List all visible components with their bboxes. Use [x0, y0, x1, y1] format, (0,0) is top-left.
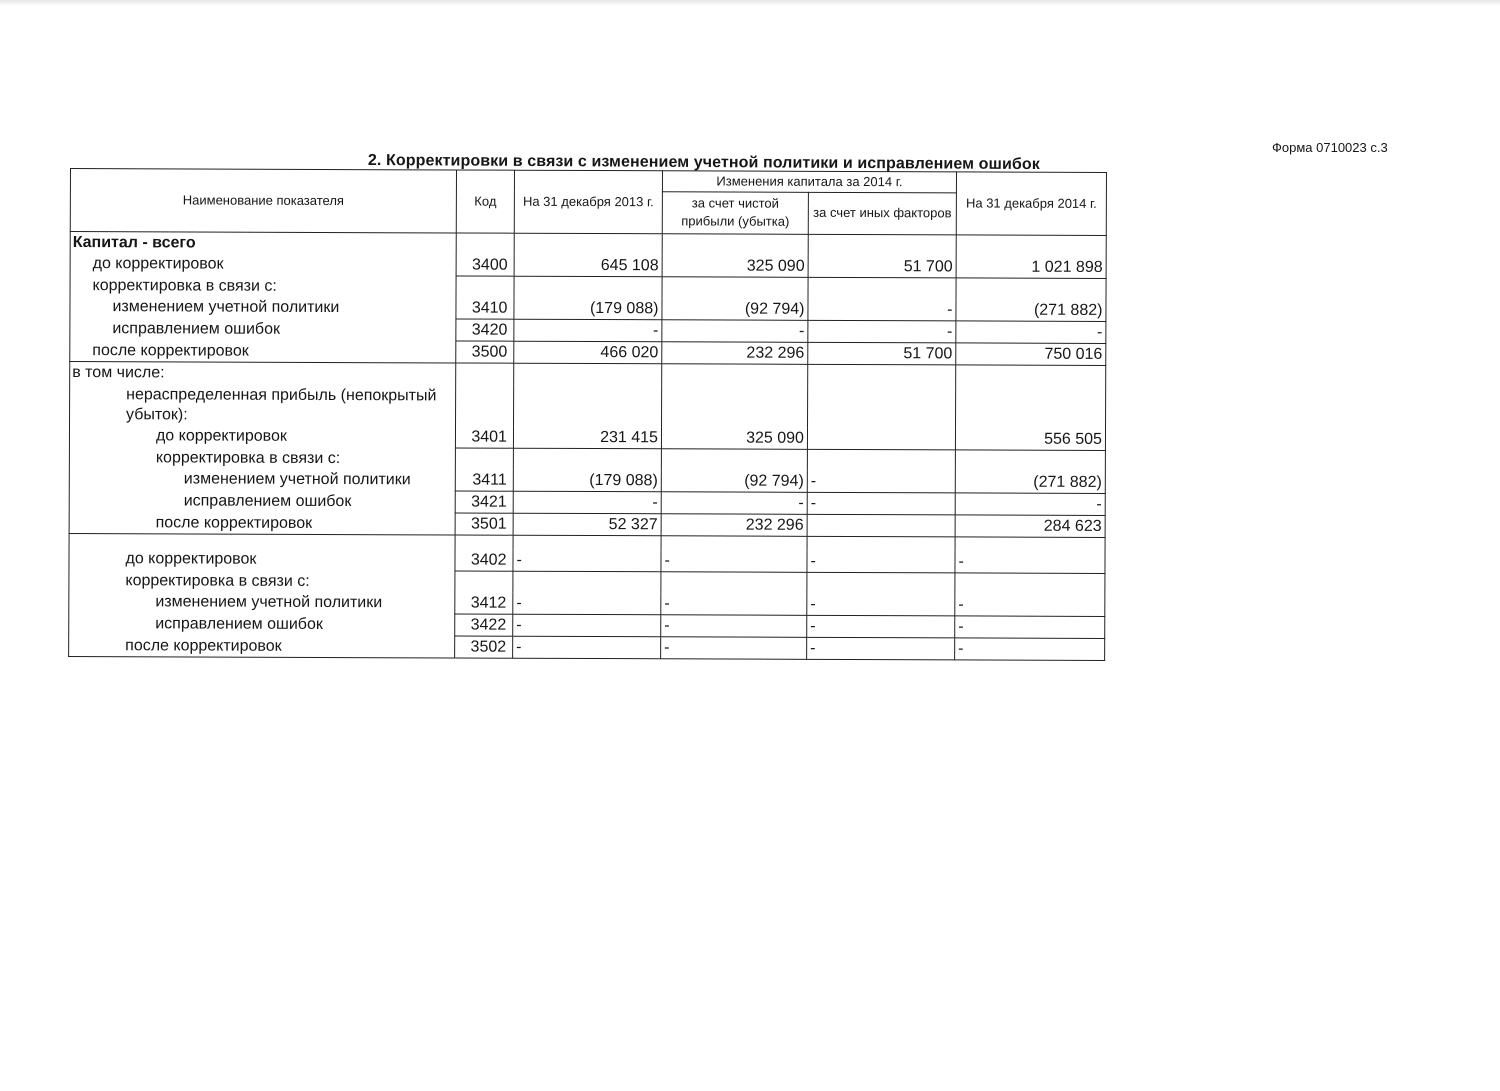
table-row — [69, 468, 1105, 493]
cell-start: 645 108 — [514, 254, 662, 276]
section-title: Капитал - всего — [70, 231, 456, 254]
cell-net: - — [661, 593, 807, 615]
cell-end: - — [955, 615, 1105, 638]
row-code: 3420 — [456, 319, 514, 341]
cell-other: - — [807, 470, 955, 492]
cell-net: - — [661, 491, 807, 514]
cell-end: - — [955, 551, 1105, 573]
cell-end: (271 882) — [955, 471, 1105, 493]
cell-other: 51 700 — [808, 342, 956, 365]
row-code: 3502 — [455, 636, 513, 658]
row-code: 3422 — [455, 614, 513, 636]
row-label: после корректировок — [70, 339, 456, 362]
cell-end: - — [955, 594, 1105, 616]
cell-start: - — [513, 491, 661, 514]
cell-end: - — [956, 320, 1106, 343]
row-label: исправлением ошибок — [69, 612, 455, 635]
cell-other: - — [807, 637, 955, 660]
cell-start: - — [513, 614, 661, 637]
cell-start: - — [514, 319, 662, 342]
table-row — [70, 274, 1106, 299]
cell-end: 556 505 — [955, 428, 1105, 450]
table-row — [70, 317, 1106, 343]
row-label: исправлением ошибок — [70, 317, 456, 340]
cell-start: 466 020 — [514, 341, 662, 364]
cell-end: - — [955, 492, 1105, 515]
row-code: 3501 — [455, 513, 513, 535]
table-row — [70, 296, 1106, 321]
header-end: На 31 декабря 2014 г. — [956, 172, 1106, 235]
header-start: На 31 декабря 2013 г. — [514, 170, 662, 233]
table-row — [69, 634, 1105, 660]
cell-other: - — [808, 298, 956, 320]
cell-other: - — [808, 320, 956, 343]
section-intro: в том числе: — [70, 361, 456, 384]
row-code: 3401 — [455, 426, 513, 448]
cell-start: - — [513, 636, 661, 659]
row-label: изменением учетной политики — [70, 296, 456, 319]
row-label: корректировка в связи с: — [70, 274, 456, 297]
cell-start: (179 088) — [514, 297, 662, 319]
cell-start: 52 327 — [513, 513, 661, 536]
cell-net: 325 090 — [662, 255, 808, 277]
row-label: изменением учетной политики — [69, 591, 455, 614]
table-row — [69, 591, 1105, 616]
cell-start: (179 088) — [513, 469, 661, 491]
cell-end: 284 623 — [955, 514, 1105, 537]
header-changes: Изменения капитала за 2014 г. — [662, 171, 956, 193]
header-name: Наименование показателя — [70, 169, 456, 233]
cell-start: - — [513, 592, 661, 614]
cell-net: (92 794) — [662, 298, 808, 320]
table-row — [69, 548, 1105, 573]
header-code: Код — [456, 170, 514, 233]
document-title: 2. Корректировки в связи с изменением учетной политики и исправлением ошибок — [367, 152, 1040, 174]
cell-other: - — [807, 550, 955, 572]
table-row — [69, 446, 1105, 471]
cell-end: - — [955, 637, 1105, 660]
cell-net: 232 296 — [662, 341, 808, 364]
table-row — [69, 569, 1105, 594]
row-code: 3421 — [455, 491, 513, 513]
row-label: до корректировок — [70, 253, 456, 276]
header-net-profit: за счет чистой прибыли (убытка) — [662, 192, 808, 234]
row-label: изменением учетной политики — [183, 470, 411, 489]
row-code: 3402 — [455, 549, 513, 571]
corrections-table-wrap — [68, 168, 1106, 661]
cell-other: 51 700 — [808, 255, 956, 277]
row-label: корректировка в связи с: — [69, 446, 455, 469]
row-code: 3500 — [456, 341, 514, 363]
cell-start: - — [513, 549, 661, 571]
row-label: корректировка в связи с: — [69, 569, 455, 592]
cell-net: - — [661, 614, 807, 637]
cell-other: - — [807, 593, 955, 615]
table-row — [70, 339, 1106, 365]
cell-net: - — [661, 636, 807, 659]
row-label: до корректировок — [69, 425, 455, 448]
table-row — [69, 612, 1105, 638]
cell-net: - — [661, 550, 807, 572]
cell-other — [807, 514, 955, 537]
cell-net: 325 090 — [661, 427, 807, 449]
section-title: нераспределенная прибыль (непокрытый убыток): — [70, 383, 456, 426]
row-label: после корректировок — [69, 511, 455, 534]
row-code: 3411 — [455, 469, 513, 491]
table-row — [69, 425, 1105, 450]
row-label: до корректировок — [69, 548, 455, 571]
row-label: исправлением ошибок — [183, 492, 352, 511]
cell-net: (92 794) — [661, 470, 807, 492]
corrections-table — [68, 168, 1107, 661]
cell-other — [807, 427, 955, 449]
cell-end: 750 016 — [956, 342, 1106, 365]
row-code: 3400 — [456, 254, 514, 276]
cell-other: - — [807, 615, 955, 638]
table-row — [69, 489, 1105, 515]
table-row — [69, 511, 1105, 537]
cell-net: 232 296 — [661, 513, 807, 536]
cell-other: - — [807, 492, 955, 515]
cell-end: 1 021 898 — [956, 256, 1106, 278]
scan-edge — [0, 0, 1500, 6]
header-other-factors: за счет иных факторов — [808, 193, 956, 235]
cell-start: 231 415 — [513, 426, 661, 448]
row-label: после корректировок — [69, 634, 455, 657]
row-code: 3412 — [455, 592, 513, 614]
cell-end: (271 882) — [956, 299, 1106, 321]
form-label: Форма 0710023 с.3 — [1272, 140, 1388, 155]
row-code: 3410 — [456, 297, 514, 319]
cell-net: - — [662, 319, 808, 342]
